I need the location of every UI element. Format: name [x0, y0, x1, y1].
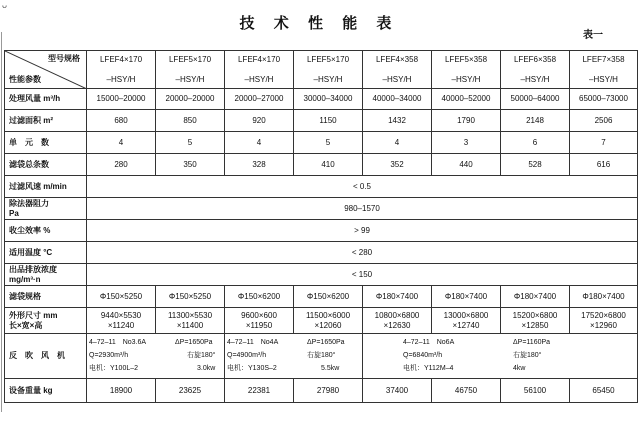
fan-flow: Q=6840m³/h — [403, 352, 443, 359]
row-label: 外形尺寸 mm 长×宽×高 — [5, 308, 87, 334]
model-cell: LFEF5×358 –HSY/H — [432, 51, 501, 89]
value-cell: 50000–64000 — [501, 89, 570, 110]
fan-pressure: ΔP=1650Pa — [175, 339, 213, 346]
fan-model: 4–72–11 No3.6A — [89, 339, 147, 346]
fan-rotation: 右旋180° — [187, 352, 216, 359]
value-cell: 23625 — [156, 379, 225, 403]
value-cell: 1432 — [363, 110, 432, 132]
weight-row — [5, 379, 638, 403]
value-cell: 20000–20000 — [156, 89, 225, 110]
model-cell: LFEF4×358 –HSY/H — [363, 51, 432, 89]
value-cell: 5 — [294, 132, 363, 154]
dimensions-row — [5, 308, 638, 334]
value-cell: 528 — [501, 154, 570, 176]
value-cell: Φ150×6200 — [225, 286, 294, 308]
filter-velocity-row — [5, 176, 638, 198]
value-cell: 9600×600 ×11950 — [225, 308, 294, 334]
value-cell: Φ150×5250 — [156, 286, 225, 308]
corner-mark: ᴗ — [2, 0, 8, 10]
value-cell: 27980 — [294, 379, 363, 403]
value-cell: 4 — [87, 132, 156, 154]
value-cell: 56100 — [501, 379, 570, 403]
value-cell: Φ150×6200 — [294, 286, 363, 308]
filter-area-row — [5, 110, 638, 132]
value-cell: Φ180×7400 — [501, 286, 570, 308]
model-cell: LFEF5×170 –HSY/H — [294, 51, 363, 89]
value-cell: 65450 — [570, 379, 638, 403]
fold-line — [1, 32, 2, 412]
page-title: 技 术 性 能 表 — [239, 14, 399, 32]
fan-motor: 电机：Y130S–2 — [227, 365, 277, 372]
row-label: 滤袋总条数 — [5, 154, 87, 176]
value-cell: 22381 — [225, 379, 294, 403]
fan-power: 3.0kw — [197, 365, 216, 372]
value-cell: 350 — [156, 154, 225, 176]
blowback-fan-row — [5, 334, 638, 379]
value-cell: Φ150×5250 — [87, 286, 156, 308]
model-cell: LFEF4×170 –HSY/H — [87, 51, 156, 89]
fan-power: 5.5kw — [321, 365, 340, 372]
value-cell: Φ180×7400 — [432, 286, 501, 308]
value-cell: 2148 — [501, 110, 570, 132]
value-cell: 4 — [225, 132, 294, 154]
fan-pressure: ΔP=1160Pa — [513, 339, 551, 346]
value-cell: 15000–20000 — [87, 89, 156, 110]
row-label: 适用温度 °C — [5, 242, 87, 264]
merged-value-cell: 980–1570 — [87, 198, 638, 220]
value-cell: 680 — [87, 110, 156, 132]
value-cell: 352 — [363, 154, 432, 176]
units-row — [5, 132, 638, 154]
value-cell: 13000×6800 ×12740 — [432, 308, 501, 334]
value-cell: 9440×5530 ×11240 — [87, 308, 156, 334]
value-cell: 17520×6800 ×12960 — [570, 308, 638, 334]
header-param-label: 性能参数 — [9, 75, 41, 84]
value-cell: 46750 — [432, 379, 501, 403]
model-cell: LFEF4×170 –HSY/H — [225, 51, 294, 89]
merged-value-cell: < 280 — [87, 242, 638, 264]
header-model-label: 型号规格 — [48, 54, 80, 63]
header-row — [5, 51, 638, 89]
value-cell: 7 — [570, 132, 638, 154]
bag-spec-row — [5, 286, 638, 308]
fan-flow: Q=2930m³/h — [89, 352, 129, 359]
value-cell: 30000–34000 — [294, 89, 363, 110]
fan-pressure: ΔP=1650Pa — [307, 339, 345, 346]
value-cell: 920 — [225, 110, 294, 132]
value-cell: 15200×6800 ×12850 — [501, 308, 570, 334]
efficiency-row — [5, 220, 638, 242]
value-cell: Φ180×7400 — [570, 286, 638, 308]
model-cell: LFEF7×358 –HSY/H — [570, 51, 638, 89]
fan-rotation: 右旋180° — [307, 352, 336, 359]
row-label: 过滤面积 m² — [5, 110, 87, 132]
value-cell: 616 — [570, 154, 638, 176]
value-cell: Φ180×7400 — [363, 286, 432, 308]
merged-value-cell: > 99 — [87, 220, 638, 242]
model-cell: LFEF6×358 –HSY/H — [501, 51, 570, 89]
merged-value-cell: < 0.5 — [87, 176, 638, 198]
table-number: 表一 — [583, 30, 603, 41]
value-cell: 328 — [225, 154, 294, 176]
value-cell: 280 — [87, 154, 156, 176]
value-cell: 1150 — [294, 110, 363, 132]
fan-rotation: 右旋180° — [513, 352, 542, 359]
model-cell: LFEF5×170 –HSY/H — [156, 51, 225, 89]
row-label: 单 元 数 — [5, 132, 87, 154]
row-label: 出品排放浓度 mg/m³·n — [5, 264, 87, 286]
fan-spec-cell — [87, 334, 225, 379]
value-cell: 440 — [432, 154, 501, 176]
row-label: 反 吹 风 机 — [5, 334, 87, 379]
value-cell: 4 — [363, 132, 432, 154]
value-cell: 10800×6800 ×12630 — [363, 308, 432, 334]
value-cell: 37400 — [363, 379, 432, 403]
fan-power: 4kw — [513, 365, 526, 372]
diagonal-header-cell — [5, 51, 87, 89]
value-cell: 1790 — [432, 110, 501, 132]
air-volume-row — [5, 89, 638, 110]
bag-count-row — [5, 154, 638, 176]
row-label: 设备重量 kg — [5, 379, 87, 403]
value-cell: 18900 — [87, 379, 156, 403]
temperature-row — [5, 242, 638, 264]
row-label: 处理风量 m³/h — [5, 89, 87, 110]
fan-motor: 电机：Y112M–4 — [403, 365, 454, 372]
value-cell: 11500×6000 ×12060 — [294, 308, 363, 334]
value-cell: 65000–73000 — [570, 89, 638, 110]
fan-model: 4–72–11 No6A — [403, 339, 455, 346]
row-label: 滤袋规格 — [5, 286, 87, 308]
row-label: 收尘效率 % — [5, 220, 87, 242]
fan-spec-cell — [225, 334, 363, 379]
resistance-row — [5, 198, 638, 220]
value-cell: 3 — [432, 132, 501, 154]
value-cell: 850 — [156, 110, 225, 132]
value-cell: 11300×5530 ×11400 — [156, 308, 225, 334]
value-cell: 2506 — [570, 110, 638, 132]
fan-motor: 电机：Y100L–2 — [89, 365, 139, 372]
row-label: 除法器阻力 Pa — [5, 198, 87, 220]
fan-flow: Q=4900m³/h — [227, 352, 267, 359]
value-cell: 40000–52000 — [432, 89, 501, 110]
value-cell: 40000–34000 — [363, 89, 432, 110]
emission-row — [5, 264, 638, 286]
fan-model: 4–72–11 No4A — [227, 339, 279, 346]
value-cell: 20000–27000 — [225, 89, 294, 110]
row-label: 过滤风速 m/min — [5, 176, 87, 198]
value-cell: 6 — [501, 132, 570, 154]
value-cell: 5 — [156, 132, 225, 154]
value-cell: 410 — [294, 154, 363, 176]
spec-table — [4, 50, 638, 403]
merged-value-cell: < 150 — [87, 264, 638, 286]
fan-spec-cell — [363, 334, 638, 379]
